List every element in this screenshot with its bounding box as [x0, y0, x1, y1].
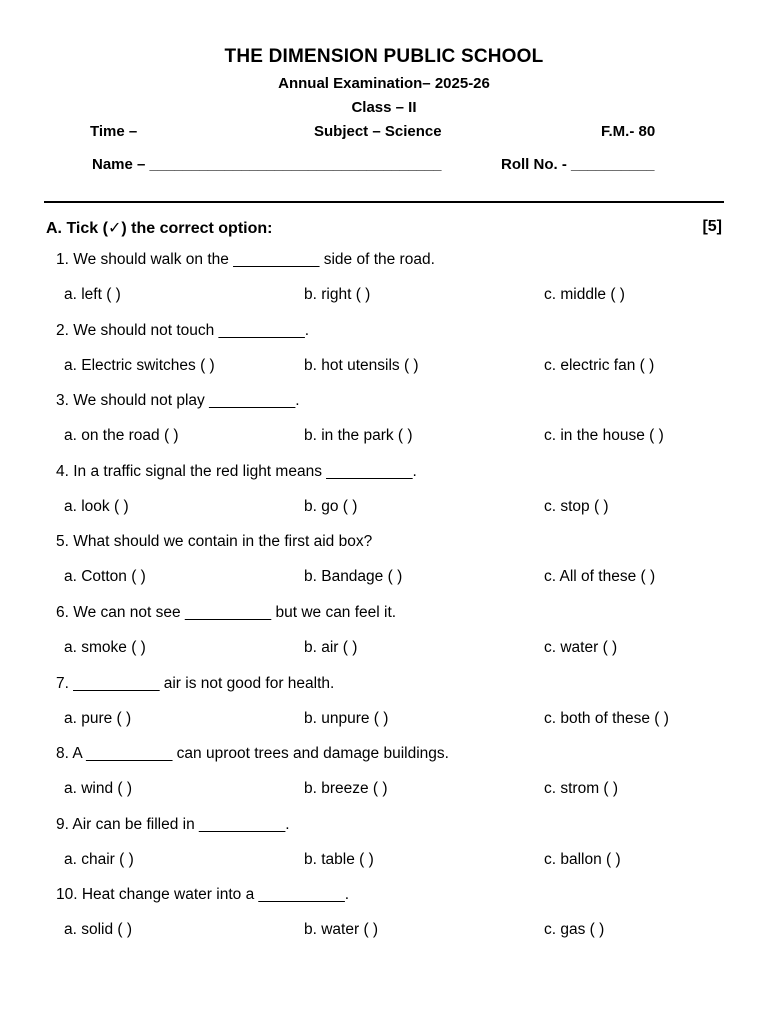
question-text: 4. In a traffic signal the red light means __________.	[56, 463, 417, 480]
answer-option: a. solid ( )	[64, 921, 133, 938]
answer-option: c. stop ( )	[544, 498, 609, 515]
answer-option: a. left ( )	[64, 286, 121, 303]
question-text: 5. What should we contain in the first aid box?	[56, 533, 373, 550]
answer-option: a. look ( )	[64, 498, 129, 515]
answer-option: b. Bandage ( )	[304, 568, 403, 585]
answer-option: b. hot utensils ( )	[304, 357, 419, 374]
question-text: 1. We should walk on the __________ side of the road.	[56, 251, 435, 268]
exam-title: Annual Examination– 2025-26	[278, 75, 490, 92]
answer-option: a. wind ( )	[64, 780, 133, 797]
question-text: 7. __________ air is not good for health.	[56, 675, 335, 692]
answer-option: b. in the park ( )	[304, 427, 413, 444]
answer-option: c. strom ( )	[544, 780, 619, 797]
roll-number-field: Roll No. - __________	[501, 156, 655, 173]
answer-option: c. in the house ( )	[544, 427, 664, 444]
class-label: Class – II	[351, 99, 417, 116]
question-text: 10. Heat change water into a __________.	[56, 886, 350, 903]
name-field: Name – ___________________________________	[92, 156, 442, 173]
question-text: 8. A __________ can uproot trees and damage buildings.	[56, 745, 449, 762]
answer-option: c. ballon ( )	[544, 851, 621, 868]
answer-option: c. middle ( )	[544, 286, 625, 303]
answer-option: b. unpure ( )	[304, 710, 389, 727]
answer-option: c. All of these ( )	[544, 568, 656, 585]
question-text: 9. Air can be filled in __________.	[56, 816, 290, 833]
answer-option: b. go ( )	[304, 498, 358, 515]
answer-option: b. table ( )	[304, 851, 374, 868]
question-text: 3. We should not play __________.	[56, 392, 300, 409]
answer-option: a. on the road ( )	[64, 427, 179, 444]
section-title: A. Tick (✓) the correct option:	[46, 220, 273, 237]
answer-option: a. chair ( )	[64, 851, 134, 868]
answer-option: a. smoke ( )	[64, 639, 146, 656]
answer-option: a. Cotton ( )	[64, 568, 146, 585]
answer-option: a. Electric switches ( )	[64, 357, 215, 374]
answer-option: c. electric fan ( )	[544, 357, 655, 374]
school-name: THE DIMENSION PUBLIC SCHOOL	[224, 46, 544, 67]
answer-option: c. gas ( )	[544, 921, 605, 938]
answer-option: c. water ( )	[544, 639, 618, 656]
subject-label: Subject – Science	[314, 123, 442, 140]
full-marks-label: F.M.- 80	[601, 123, 656, 140]
answer-option: b. water ( )	[304, 921, 379, 938]
question-text: 6. We can not see __________ but we can feel it.	[56, 604, 397, 621]
section-marks: [5]	[702, 218, 722, 235]
question-text: 2. We should not touch __________.	[56, 322, 310, 339]
header-divider	[44, 201, 724, 203]
answer-option: b. right ( )	[304, 286, 371, 303]
time-label: Time –	[90, 123, 138, 140]
answer-option: b. breeze ( )	[304, 780, 388, 797]
answer-option: b. air ( )	[304, 639, 358, 656]
answer-option: c. both of these ( )	[544, 710, 669, 727]
answer-option: a. pure ( )	[64, 710, 132, 727]
